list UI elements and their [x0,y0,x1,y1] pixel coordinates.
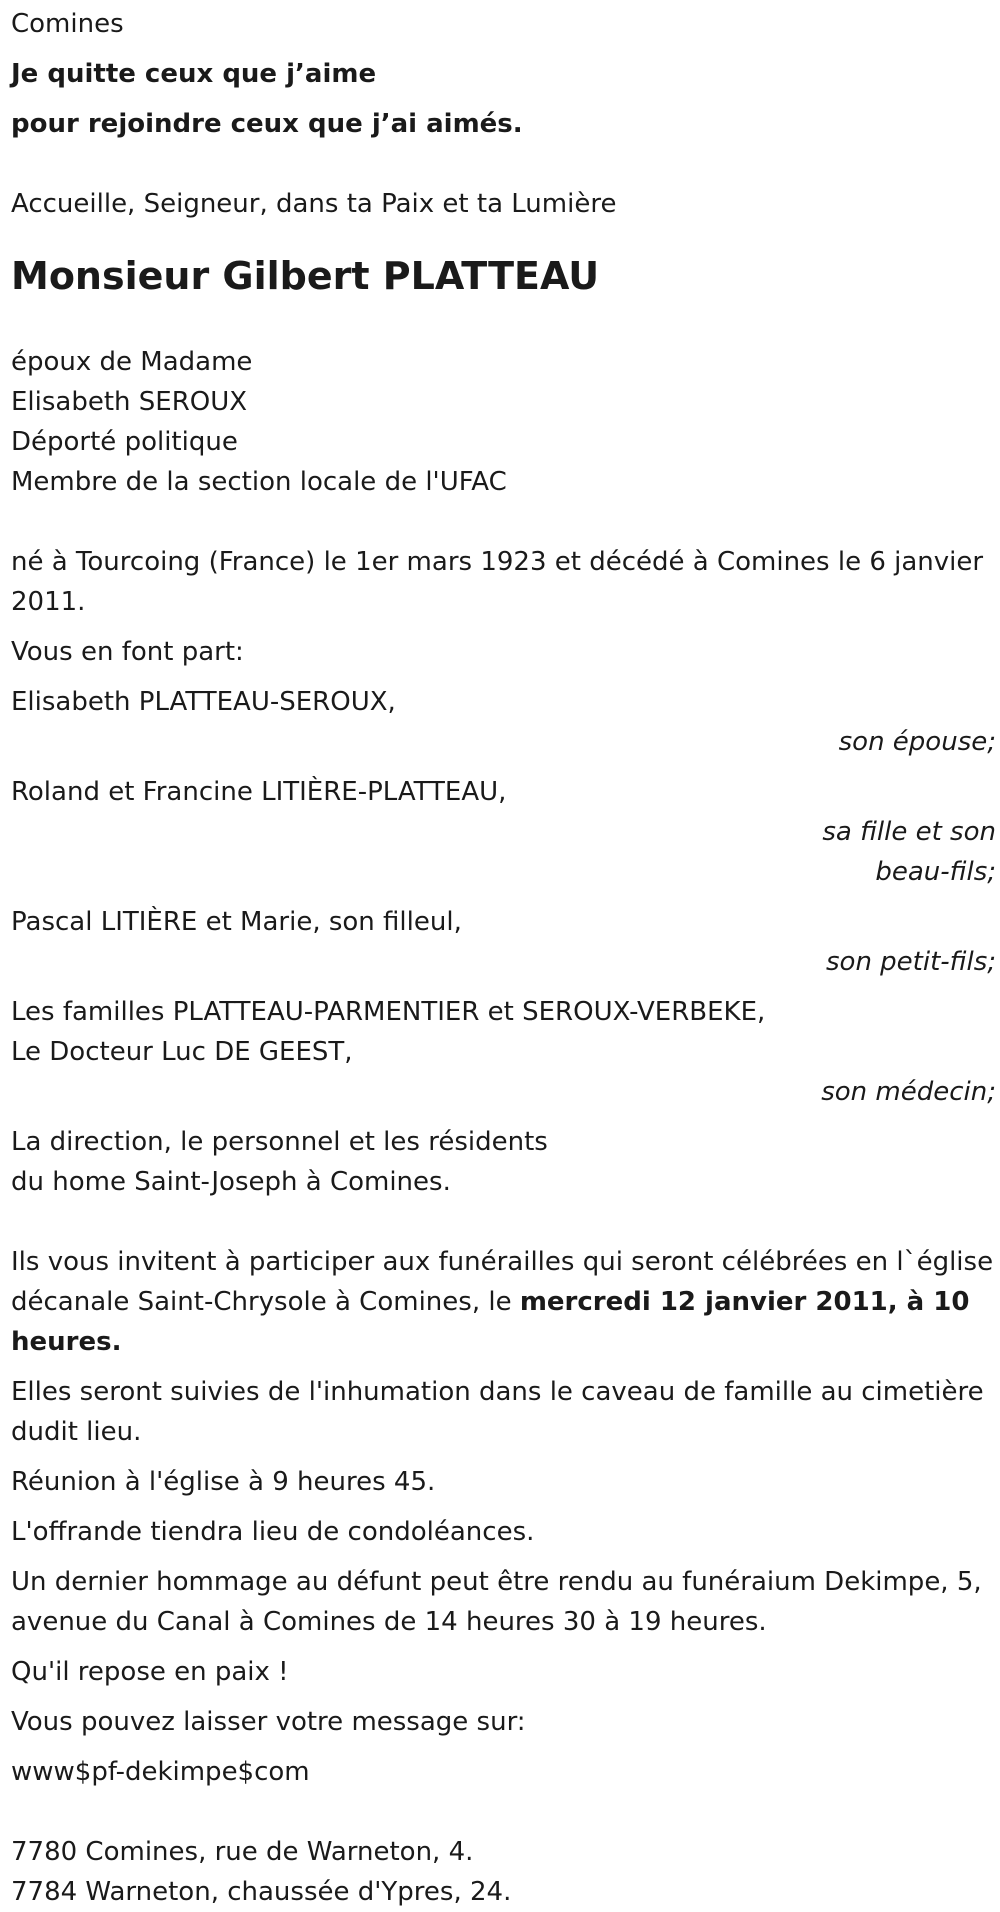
announcers-intro: Vous en font part: [11,637,244,667]
obituary-notice [11,4,996,1912]
home-line-1: La direction, le personnel et les résidents [11,1127,548,1157]
spouse-line-1: époux de Madame [11,347,253,377]
burial-info: Elles seront suivies de l'inhumation dans le caveau de famille au cimetière dudit lieu. [11,1377,984,1447]
funeral-date-time: mercredi 12 janvier 2011, à 10 heures. [11,1287,970,1357]
message-intro: Vous pouvez laisser votre message sur: [11,1707,526,1737]
announcer-relation: sa fille et son beau-fils; [822,817,996,887]
rest-in-peace: Qu'il repose en paix ! [11,1657,289,1687]
tribute-info: Un dernier hommage au défunt peut être rendu au funéraium Dekimpe, 5, avenue du Canal à Comines de 14 heures 30 à 19 heures. [11,1567,982,1637]
announcer-entry [11,1032,996,1112]
announcer-name: Les familles PLATTEAU-PARMENTIER et SEROUX-VERBEKE, [11,997,766,1027]
birth-death: né à Tourcoing (France) le 1er mars 1923 et décédé à Comines le 6 janvier 2011. [11,547,984,617]
announcer-entry [11,902,996,982]
home-line-2: du home Saint-Joseph à Comines. [11,1167,451,1197]
prayer-line: Accueille, Seigneur, dans ta Paix et ta Lumière [11,189,617,219]
announcer-name: Pascal LITIÈRE et Marie, son filleul, [11,907,462,937]
address-line-2: 7784 Warneton, chaussée d'Ypres, 24. [11,1877,512,1907]
deceased-name: Monsieur Gilbert PLATTEAU [11,254,600,298]
announcer-name: Elisabeth PLATTEAU-SEROUX, [11,687,396,717]
title-line-1: Déporté politique [11,427,238,457]
announcer-relation: son épouse; [838,727,996,757]
announcer-entry [11,992,996,1032]
announcer-relation: son petit-fils; [825,947,996,977]
announcer-relation: son médecin; [821,1077,996,1107]
funeral-invitation [11,1242,996,1362]
announcer-entry [11,772,996,892]
meeting-info: Réunion à l'église à 9 heures 45. [11,1467,436,1497]
title-line-2: Membre de la section locale de l'UFAC [11,467,507,497]
place-name: Comines [11,9,124,39]
address-line-1: 7780 Comines, rue de Warneton, 4. [11,1837,474,1867]
quote-line-2: pour rejoindre ceux que j’ai aimés. [11,109,523,139]
quote-line-1: Je quitte ceux que j’aime [11,59,377,89]
spouse-line-2: Elisabeth SEROUX [11,387,248,417]
announcer-name: Roland et Francine LITIÈRE-PLATTEAU, [11,777,507,807]
announcer-entry [11,682,996,762]
announcer-name: Le Docteur Luc DE GEEST, [11,1037,353,1067]
offering-info: L'offrande tiendra lieu de condoléances. [11,1517,535,1547]
website-link[interactable]: www$pf-dekimpe$com [11,1757,310,1787]
invitation-text: Ils vous invitent à participer aux funérailles qui seront célébrées en l`église décanale Saint-Chrysole à Comines, le [11,1247,994,1317]
